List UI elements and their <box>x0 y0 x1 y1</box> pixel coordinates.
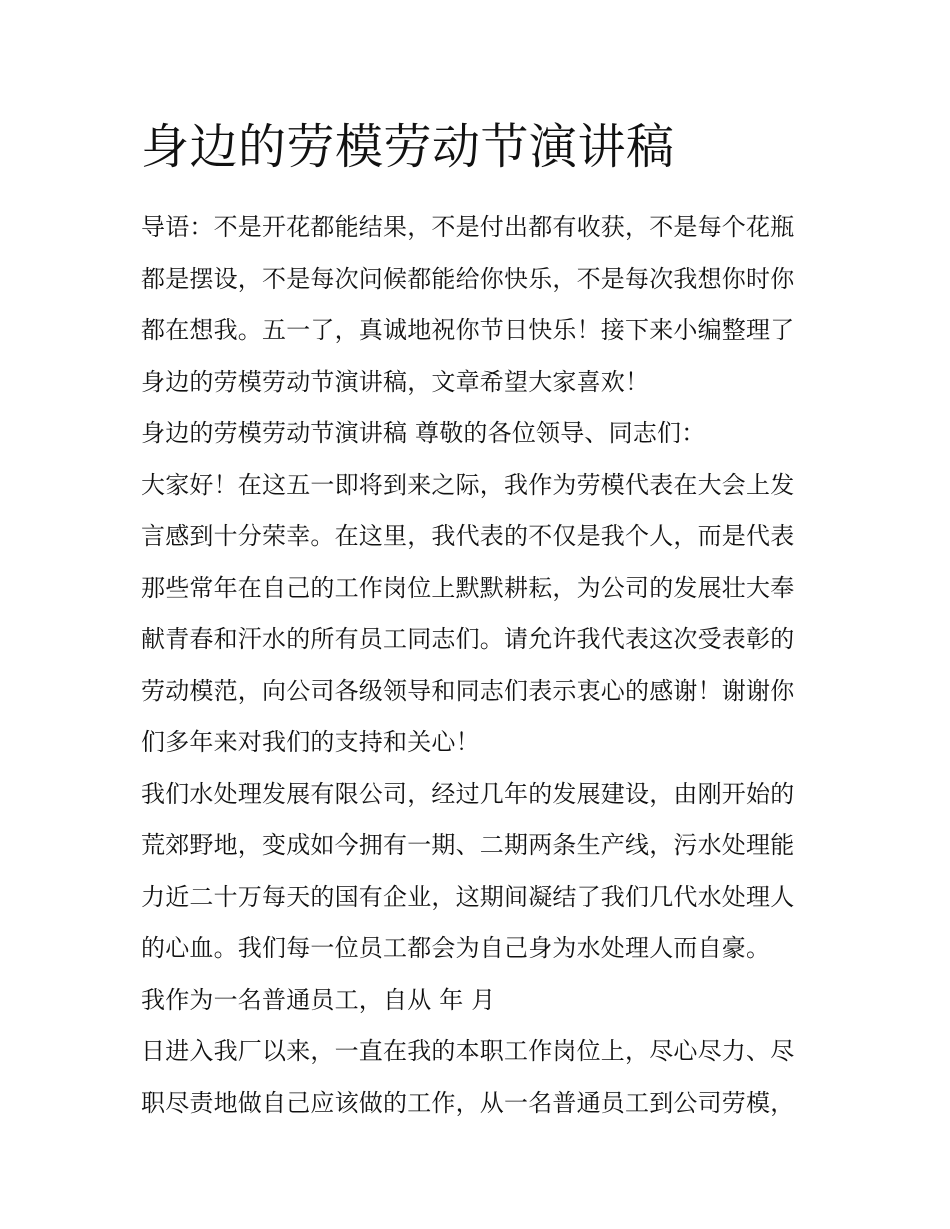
text-line: 大家好！在这五一即将到来之际，我作为劳模代表在大会上发 <box>141 470 795 499</box>
text-line: 导语：不是开花都能结果，不是付出都有收获，不是每个花瓶 <box>141 213 795 241</box>
document-body <box>141 112 816 1129</box>
text-line: 身边的劳模劳动节演讲稿 尊敬的各位领导、同志们： <box>141 419 706 447</box>
text-line: 身边的劳模劳动节演讲稿，文章希望大家喜欢！ <box>141 367 650 396</box>
text-line: 那些常年在自己的工作岗位上默默耕耘，为公司的发展壮大奉 <box>141 573 795 602</box>
text-line: 劳动模范，向公司各级领导和同志们表示衷心的感谢！谢谢你 <box>141 676 795 705</box>
text-line: 言感到十分荣幸。在这里，我代表的不仅是我个人，而是代表 <box>141 522 795 550</box>
text-line: 职尽责地做自己应该做的工作，从一名普通员工到公司劳模， <box>141 1088 795 1117</box>
text-line: 都在想我。五一了，真诚地祝你节日快乐！接下来小编整理了 <box>141 316 795 344</box>
text-line: 都是摆设，不是每次问候都能给你快乐，不是每次我想你时你 <box>141 264 795 293</box>
text-line: 们多年来对我们的支持和关心！ <box>141 728 480 756</box>
text-line: 我们水处理发展有限公司，经过几年的发展建设，由刚开始的 <box>141 779 795 808</box>
text-line: 力近二十万每天的国有企业，这期间凝结了我们几代水处理人 <box>141 882 795 911</box>
document-title: 身边的劳模劳动节演讲稿 <box>141 119 675 175</box>
text-line: 的心血。我们每一位员工都会为自己身为水处理人而自豪。 <box>141 934 771 962</box>
text-line: 荒郊野地，变成如今拥有一期、二期两条生产线，污水处理能 <box>141 831 795 859</box>
text-line: 日进入我厂以来，一直在我的本职工作岗位上，尽心尽力、尽 <box>141 1037 795 1065</box>
text-line: 我作为一名普通员工，自从 年 月 <box>141 985 496 1014</box>
text-line: 献青春和汗水的所有员工同志们。请允许我代表这次受表彰的 <box>141 625 795 653</box>
